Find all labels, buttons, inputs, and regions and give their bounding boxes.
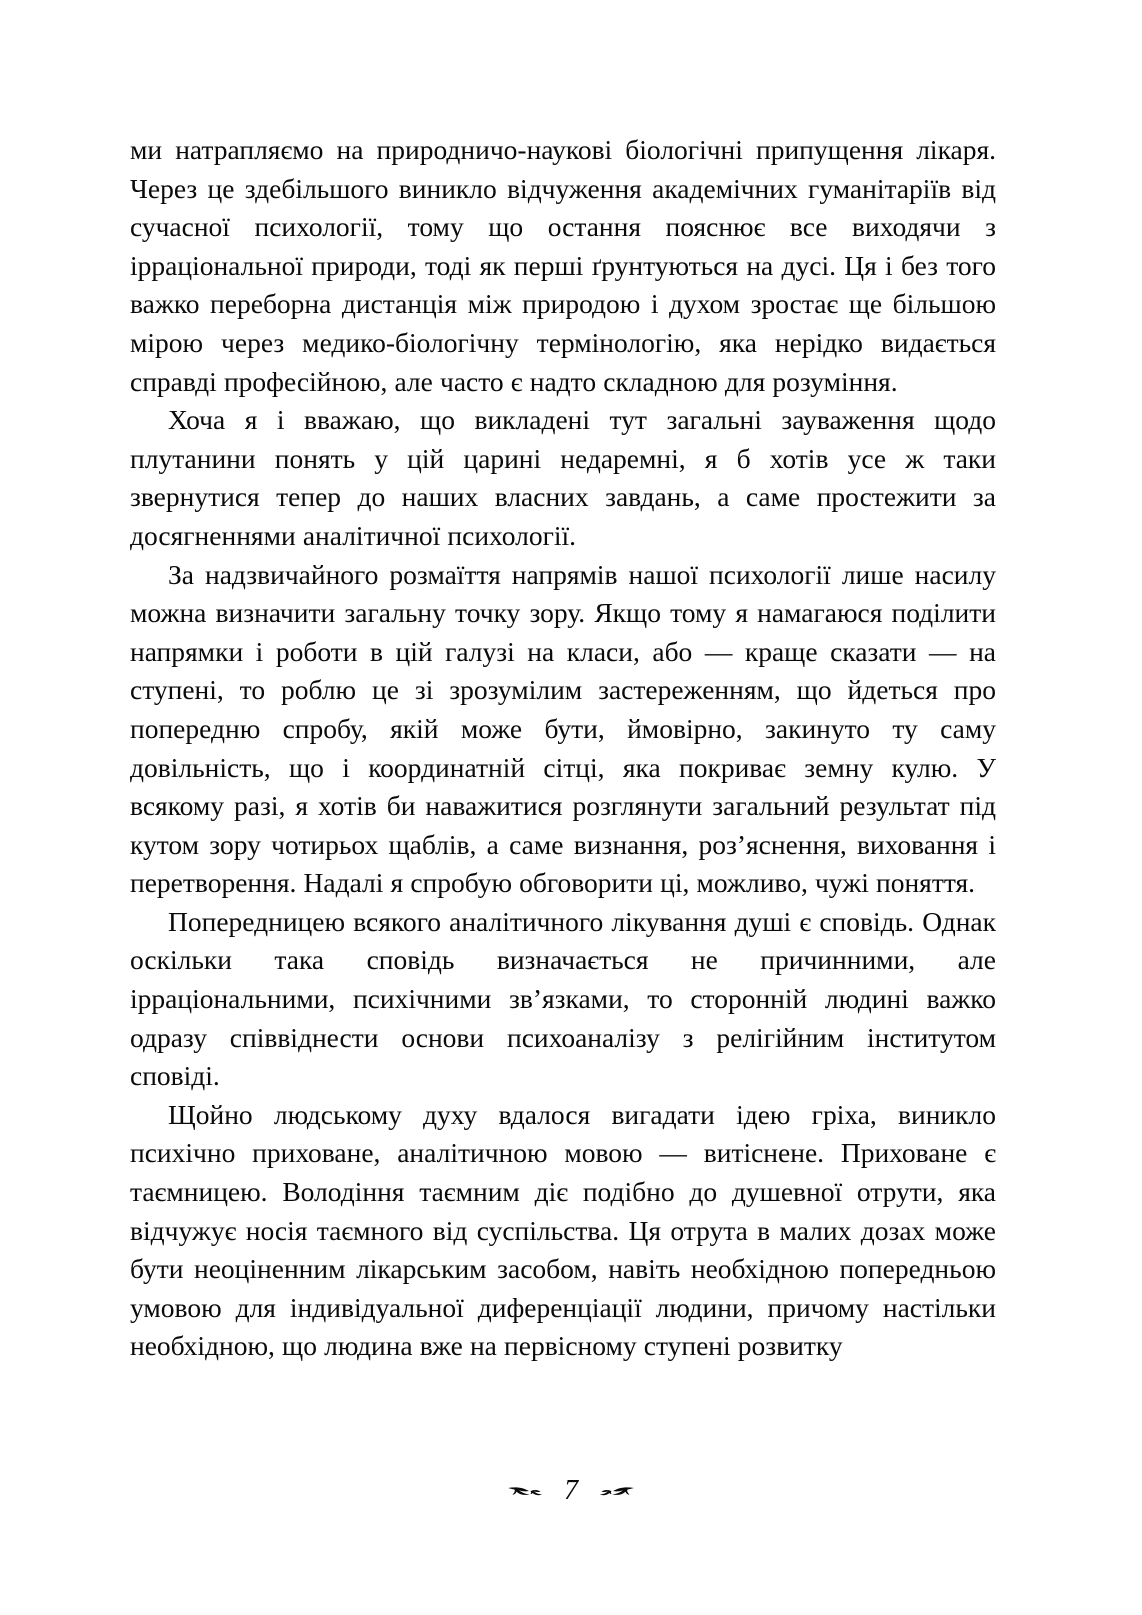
page-footer: [0, 1475, 1142, 1506]
page-text-block: [130, 131, 996, 1366]
leaf-fleuron-right-icon: [594, 1482, 636, 1502]
paragraph: Хоча я і вважаю, що викладені тут загальні зауваження щодо плутанини понять у цій царині недаремні, я б хотів усе ж таки звернутися тепер до наших власних завдань, а саме простежити за досягненнями аналітичної психології.: [130, 404, 996, 551]
paragraph: ми натрапляємо на природничо-наукові біологічні припущення лікаря. Через це здебільшого виникло відчуження академічних гуманітаріїв від сучасної психології, тому що остання пояснює все виходячи з ірраціональної природи, тоді як перші ґрунтуються на дусі. Ця і без того важко переборна дистанція між природою і духом зростає ще більшою мірою через медико-біологічну термінологію, яка нерідко видається справді професійною, але часто є надто складною для розуміння.: [130, 134, 996, 397]
page-number: 7: [564, 1475, 578, 1506]
paragraph: За надзвичайного розмаїття напрямів нашої психології лише насилу можна визначити загальну точку зору. Якщо тому я намагаюся поділити напрямки і роботи в цій галузі на класи, або — краще сказати — на ступені, то роблю це зі зрозумілим застереженням, що йдеться про попередню спробу, якій може бути, ймовірно, закинуто ту саму довільність, що і координатній сітці, яка покриває земну кулю. У всякому разі, я хотів би наважитися розглянути загальний результат під кутом зору чотирьох щаблів, а саме визнання, роз’яснення, виховання і перетворення. Надалі я спробую обговорити ці, можливо, чужі поняття.: [130, 558, 996, 899]
leaf-fleuron-left-icon: [506, 1482, 548, 1502]
paragraph: Попередницею всякого аналітичного лікування душі є сповідь. Однак оскільки така сповідь визначається не причинними, але ірраціональними, психічними зв’язками, то сторонній людині важко одразу співвіднести основи психоаналізу з релігійним інститутом сповіді.: [130, 905, 996, 1092]
paragraph: Щойно людському духу вдалося вигадати ідею гріха, виникло психічно приховане, аналітичною мовою — витіснене. Приховане є таємницею. Володіння таємним діє подібно до душевної отрути, яка відчужує носія таємного від суспільства. Ця отрута в малих дозах може бути неоціненним лікарським засобом, навіть необхідною попередньою умовою для індивідуальної диференціації людини, причому настільки необхідною, що людина вже на первісному ступені розвитку: [130, 1098, 996, 1362]
